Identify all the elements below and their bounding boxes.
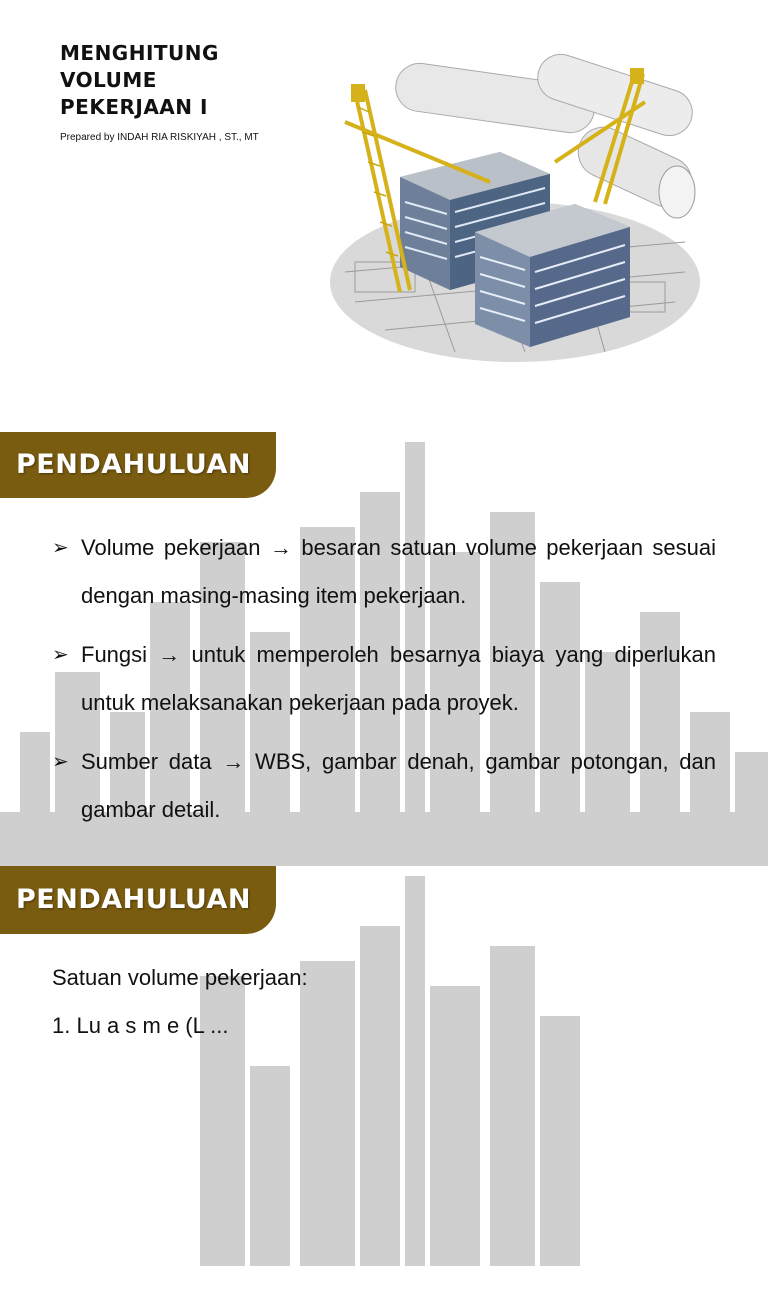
units-intro-text: Satuan volume pekerjaan: bbox=[52, 965, 308, 990]
bullet-list bbox=[52, 524, 716, 845]
bullet-text: Fungsi → untuk memperoleh besarnya biaya yang diperlukan untuk melaksanakan pekerjaan pada proyek. bbox=[81, 642, 716, 715]
title-line: VOLUME bbox=[60, 68, 157, 92]
section-banner: PENDAHULUAN bbox=[0, 866, 276, 934]
units-list-partial: 1. Lu a s m e (L ... bbox=[52, 1013, 229, 1038]
title-line: PEKERJAAN I bbox=[60, 95, 208, 119]
bullet-item bbox=[52, 524, 716, 620]
prepared-by: Prepared by INDAH RIA RISKIYAH , ST., MT bbox=[60, 132, 259, 143]
title-line: MENGHITUNG bbox=[60, 41, 219, 65]
title-slide bbox=[0, 0, 768, 395]
arrow-bullet-icon: ➢ bbox=[52, 751, 69, 773]
bullet-text: Volume pekerjaan → besaran satuan volume pekerjaan sesuai dengan masing-masing item pekerjaan. bbox=[81, 535, 716, 608]
construction-illustration bbox=[325, 62, 700, 355]
bullet-item bbox=[52, 738, 716, 834]
units-intro bbox=[52, 954, 308, 1050]
slide-title bbox=[60, 40, 310, 121]
arrow-bullet-icon: ➢ bbox=[52, 537, 69, 559]
units-slide bbox=[0, 866, 768, 1038]
bullet-item bbox=[52, 631, 716, 727]
bullet-text: Sumber data → WBS, gambar denah, gambar potongan, dan gambar detail. bbox=[81, 749, 716, 822]
arrow-bullet-icon: ➢ bbox=[52, 644, 69, 666]
section-banner: PENDAHULUAN bbox=[0, 432, 276, 498]
intro-slide bbox=[0, 432, 768, 866]
